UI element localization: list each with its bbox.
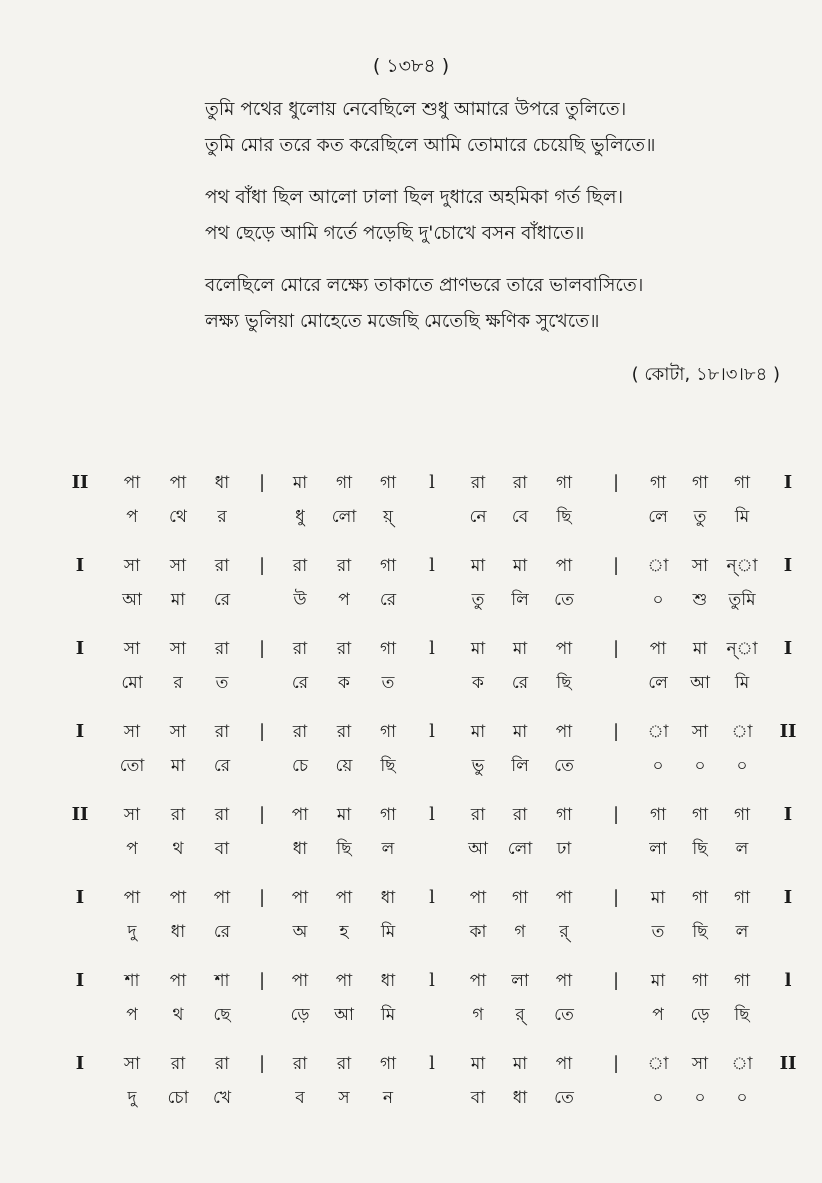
syllable: ত — [651, 922, 665, 942]
note: ধা — [214, 473, 230, 493]
syllable: লি — [511, 590, 529, 610]
note: সা — [123, 805, 141, 825]
note: মা — [512, 1054, 528, 1074]
end-barline: I — [783, 887, 793, 908]
note: মা — [512, 639, 528, 659]
note: সা — [169, 556, 187, 576]
note: পা — [123, 473, 141, 493]
note: পা — [335, 971, 353, 991]
syllable: প — [126, 1005, 138, 1025]
syllable: মি — [734, 507, 750, 527]
syllable: ক — [472, 673, 484, 693]
note: রা — [336, 556, 352, 576]
note: মা — [650, 971, 666, 991]
barline: | — [612, 804, 620, 825]
note: পা — [649, 639, 667, 659]
syllable: থ — [172, 839, 184, 859]
syllable: ধা — [292, 839, 308, 859]
syllable: মা — [170, 590, 186, 610]
note: পা — [169, 971, 187, 991]
note: পা — [555, 722, 573, 742]
notation — [0, 458, 822, 1122]
note: পা — [469, 971, 487, 991]
barline: | — [612, 638, 620, 659]
barline: | — [612, 472, 620, 493]
note: রা — [214, 722, 230, 742]
syllable: দু — [127, 1088, 137, 1108]
barline: | — [258, 472, 266, 493]
end-barline: I — [783, 638, 793, 659]
syllable: লা — [649, 839, 667, 859]
note: শা — [124, 971, 140, 991]
syllable: ধা — [512, 1088, 528, 1108]
note: রা — [214, 639, 230, 659]
note: সা — [691, 1054, 709, 1074]
note: পা — [169, 473, 187, 493]
barline: l — [429, 804, 435, 825]
syllable: র — [173, 673, 183, 693]
note: গা — [649, 473, 667, 493]
note: গা — [691, 805, 709, 825]
syllable: রে — [511, 673, 529, 693]
notation-block — [0, 1039, 822, 1122]
syllable: ছি — [556, 673, 572, 693]
note: মা — [292, 473, 308, 493]
syllable: প — [338, 590, 350, 610]
note: গা — [555, 473, 573, 493]
syllable: মি — [380, 922, 396, 942]
note: রা — [336, 1054, 352, 1074]
syllables-row — [0, 585, 822, 615]
syllable: তো — [119, 756, 145, 776]
syllables-row — [0, 1000, 822, 1030]
note: গা — [649, 805, 667, 825]
notation-block — [0, 873, 822, 956]
syllable: ছি — [380, 756, 396, 776]
notes-row — [0, 883, 822, 913]
syllable: তে — [554, 590, 574, 610]
note: রা — [292, 722, 308, 742]
note: গা — [379, 556, 397, 576]
syllable: লে — [648, 507, 668, 527]
start-barline: I — [75, 1053, 85, 1074]
syllable: রে — [213, 756, 231, 776]
note: পা — [169, 888, 187, 908]
syllable: ন — [382, 1088, 394, 1108]
syllable: হ — [339, 922, 349, 942]
syllable: ছি — [692, 839, 708, 859]
syllable: থ — [172, 1005, 184, 1025]
syllable: লো — [331, 507, 357, 527]
note: মা — [470, 1054, 486, 1074]
note: রা — [214, 1054, 230, 1074]
syllable: ০ — [694, 756, 706, 776]
lyrics-stanza — [205, 268, 765, 340]
barline: l — [429, 472, 435, 493]
note: শা — [214, 971, 230, 991]
note: রা — [512, 805, 528, 825]
lyric-line: তুমি মোর তরে কত করেছিলে আমি তোমারে চেয়েছি ভুলিতে॥ — [205, 135, 656, 156]
syllable: রে — [291, 673, 309, 693]
syllable: ব — [295, 1088, 305, 1108]
syllable: ল — [381, 839, 395, 859]
note: গা — [733, 473, 751, 493]
barline: | — [612, 555, 620, 576]
note: সা — [691, 556, 709, 576]
note: গা — [511, 888, 529, 908]
syllable: বা — [214, 839, 230, 859]
syllables-row — [0, 751, 822, 781]
note: রা — [292, 639, 308, 659]
signoff: ( কোটা, ১৮।৩।৮৪ ) — [631, 364, 780, 385]
note: রা — [336, 722, 352, 742]
note: গা — [379, 805, 397, 825]
end-barline: I — [783, 555, 793, 576]
note: পা — [123, 888, 141, 908]
barline: l — [429, 555, 435, 576]
start-barline: I — [75, 721, 85, 742]
note: সা — [123, 556, 141, 576]
notes-row — [0, 1049, 822, 1079]
note: রা — [214, 556, 230, 576]
note: গা — [379, 1054, 397, 1074]
barline: l — [429, 638, 435, 659]
syllable: স — [338, 1088, 350, 1108]
syllable: প — [652, 1005, 664, 1025]
syllable: বে — [511, 507, 529, 527]
syllables-row — [0, 917, 822, 947]
syllable: ০ — [652, 590, 664, 610]
syllable: রে — [213, 922, 231, 942]
syllable: ছি — [734, 1005, 750, 1025]
notes-row — [0, 800, 822, 830]
note: পা — [555, 1054, 573, 1074]
syllable: ল — [735, 839, 749, 859]
note: া — [731, 722, 753, 742]
syllable: ল — [735, 922, 749, 942]
note: সা — [123, 1054, 141, 1074]
syllable: ত — [381, 673, 395, 693]
notation-block — [0, 707, 822, 790]
syllable: উ — [293, 590, 307, 610]
notes-row — [0, 551, 822, 581]
syllable: ছি — [692, 922, 708, 942]
note: ন্া — [726, 639, 758, 659]
note: গা — [555, 805, 573, 825]
syllable: ভু — [471, 756, 485, 776]
notes-row — [0, 468, 822, 498]
lyrics-stanza — [205, 180, 765, 252]
barline: | — [258, 1053, 266, 1074]
syllable: গ — [472, 1005, 484, 1025]
page-number: ( ১৩৮৪ ) — [372, 55, 450, 77]
syllable: থে — [169, 507, 187, 527]
barline: | — [612, 887, 620, 908]
note: সা — [123, 722, 141, 742]
syllable: লো — [507, 839, 533, 859]
end-barline: I — [783, 804, 793, 825]
note: ধা — [380, 971, 396, 991]
note: গা — [335, 473, 353, 493]
start-barline: I — [75, 887, 85, 908]
syllables-row — [0, 502, 822, 532]
note: পা — [555, 888, 573, 908]
syllable: প — [126, 507, 138, 527]
barline: l — [429, 721, 435, 742]
syllable: ধু — [295, 507, 305, 527]
syllable: প — [126, 839, 138, 859]
note: মা — [470, 639, 486, 659]
start-barline: I — [75, 638, 85, 659]
note: রা — [170, 805, 186, 825]
syllable: খে — [212, 1088, 232, 1108]
note: পা — [213, 888, 231, 908]
syllable: ধা — [170, 922, 186, 942]
note: মা — [692, 639, 708, 659]
note: মা — [336, 805, 352, 825]
barline: l — [429, 1053, 435, 1074]
note: পা — [291, 805, 309, 825]
note: সা — [691, 722, 709, 742]
note: রা — [470, 805, 486, 825]
notes-row — [0, 717, 822, 747]
barline: | — [258, 970, 266, 991]
note: ন্া — [726, 556, 758, 576]
syllable: রে — [213, 590, 231, 610]
notation-block — [0, 541, 822, 624]
barline: l — [429, 970, 435, 991]
note: গা — [733, 888, 751, 908]
syllable: ক — [338, 673, 350, 693]
syllable: ঢা — [556, 839, 572, 859]
end-barline: l — [784, 970, 792, 991]
note: গা — [733, 805, 751, 825]
syllable: ০ — [694, 1088, 706, 1108]
note: পা — [335, 888, 353, 908]
syllable: ড়ে — [290, 1005, 310, 1025]
lyric-line: লক্ষ্য ভুলিয়া মোহেতে মজেছি মেতেছি ক্ষণিক সুখেতে॥ — [205, 311, 600, 332]
note: সা — [169, 639, 187, 659]
note: রা — [512, 473, 528, 493]
note: া — [647, 722, 669, 742]
notation-block — [0, 458, 822, 541]
lyrics — [205, 92, 765, 356]
syllable: তে — [554, 1088, 574, 1108]
syllable: কা — [469, 922, 487, 942]
syllable: রে — [379, 590, 397, 610]
syllable: দু — [127, 922, 137, 942]
note: রা — [336, 639, 352, 659]
lyric-line: পথ ছেড়ে আমি গর্তে পড়েছি দু'চোখে বসন বাঁধাতে॥ — [205, 223, 585, 244]
syllable: মি — [380, 1005, 396, 1025]
syllable: আ — [690, 673, 710, 693]
syllable: তু — [471, 590, 485, 610]
syllable: গ — [514, 922, 526, 942]
syllable: ত — [215, 673, 229, 693]
note: পা — [291, 971, 309, 991]
start-barline: II — [71, 804, 89, 825]
syllable: চো — [167, 1088, 189, 1108]
syllable: আ — [468, 839, 488, 859]
note: লা — [511, 971, 529, 991]
syllable: মি — [734, 673, 750, 693]
note: রা — [470, 473, 486, 493]
note: রা — [292, 556, 308, 576]
lyric-line: পথ বাঁধা ছিল আলো ঢালা ছিল দুধারে অহমিকা গর্ত ছিল। — [205, 187, 624, 208]
note: মা — [512, 556, 528, 576]
note: মা — [470, 556, 486, 576]
note: পা — [469, 888, 487, 908]
syllable: ড়ে — [690, 1005, 710, 1025]
note: মা — [512, 722, 528, 742]
syllable: লি — [511, 756, 529, 776]
note: মা — [650, 888, 666, 908]
note: ধা — [380, 888, 396, 908]
syllables-row — [0, 1083, 822, 1113]
note: া — [647, 556, 669, 576]
note: গা — [379, 473, 397, 493]
syllable: অ — [292, 922, 308, 942]
barline: | — [258, 804, 266, 825]
note: পা — [555, 556, 573, 576]
syllable: আ — [334, 1005, 354, 1025]
note: পা — [291, 888, 309, 908]
syllable: ছে — [213, 1005, 231, 1025]
barline: | — [258, 721, 266, 742]
note: া — [647, 1054, 669, 1074]
barline: | — [612, 1053, 620, 1074]
syllable: র্ — [559, 922, 569, 942]
notes-row — [0, 966, 822, 996]
end-barline: II — [779, 1053, 797, 1074]
notes-row — [0, 634, 822, 664]
syllable: লে — [648, 673, 668, 693]
barline: | — [612, 721, 620, 742]
end-barline: I — [783, 472, 793, 493]
syllable: ০ — [652, 1088, 664, 1108]
note: মা — [470, 722, 486, 742]
syllable: ০ — [652, 756, 664, 776]
note: রা — [292, 1054, 308, 1074]
syllable: বা — [470, 1088, 486, 1108]
syllable: মা — [170, 756, 186, 776]
syllables-row — [0, 834, 822, 864]
syllable: য়ে — [335, 756, 353, 776]
syllable: ছি — [336, 839, 352, 859]
syllable: চে — [291, 756, 309, 776]
note: গা — [733, 971, 751, 991]
note: গা — [379, 722, 397, 742]
syllable: তু — [693, 507, 707, 527]
barline: | — [612, 970, 620, 991]
syllable: তে — [554, 756, 574, 776]
notation-block — [0, 790, 822, 873]
syllable: র — [217, 507, 227, 527]
syllable: র্ — [515, 1005, 525, 1025]
syllable: য়্ — [382, 507, 394, 527]
note: সা — [169, 722, 187, 742]
barline: | — [258, 887, 266, 908]
syllable: তুমি — [728, 590, 756, 610]
note: রা — [170, 1054, 186, 1074]
notation-block — [0, 956, 822, 1039]
note: পা — [555, 639, 573, 659]
syllable: ০ — [736, 1088, 748, 1108]
end-barline: II — [779, 721, 797, 742]
note: সা — [123, 639, 141, 659]
start-barline: I — [75, 555, 85, 576]
lyric-line: তুমি পথের ধুলোয় নেবেছিলে শুধু আমারে উপরে তুলিতে। — [205, 99, 627, 120]
note: গা — [691, 473, 709, 493]
notation-block — [0, 624, 822, 707]
note: া — [731, 1054, 753, 1074]
start-barline: I — [75, 970, 85, 991]
syllable: আ — [122, 590, 142, 610]
note: গা — [691, 888, 709, 908]
syllable: নে — [469, 507, 487, 527]
start-barline: II — [71, 472, 89, 493]
note: রা — [214, 805, 230, 825]
barline: | — [258, 638, 266, 659]
note: গা — [691, 971, 709, 991]
syllables-row — [0, 668, 822, 698]
lyrics-stanza — [205, 92, 765, 164]
note: গা — [379, 639, 397, 659]
syllable: ০ — [736, 756, 748, 776]
syllable: তে — [554, 1005, 574, 1025]
lyric-line: বলেছিলে মোরে লক্ষ্যে তাকাতে প্রাণভরে তারে ভালবাসিতে। — [205, 275, 644, 296]
syllable: শু — [692, 590, 708, 610]
barline: | — [258, 555, 266, 576]
barline: l — [429, 887, 435, 908]
syllable: ছি — [556, 507, 572, 527]
note: পা — [555, 971, 573, 991]
syllable: মো — [121, 673, 143, 693]
